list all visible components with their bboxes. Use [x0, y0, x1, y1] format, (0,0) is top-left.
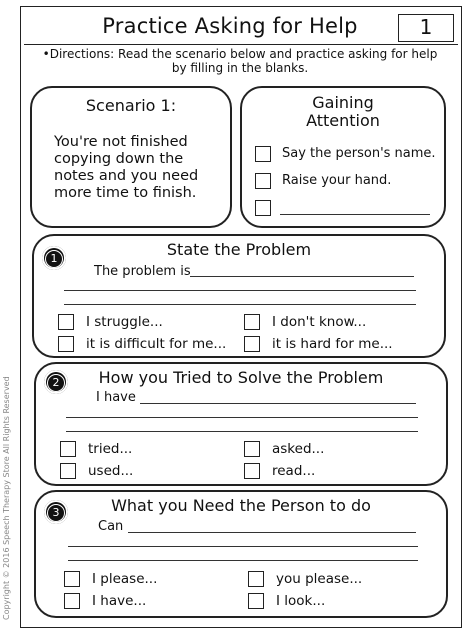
scenario-title: Scenario 1:: [85, 96, 177, 115]
option-label: I please...: [92, 571, 158, 587]
tried-solve-card: [34, 362, 448, 486]
option-label: you please...: [276, 571, 363, 587]
need-prompt: Can: [98, 519, 124, 534]
option-checkbox[interactable]: [60, 463, 76, 479]
tried-prompt: I have: [96, 390, 136, 405]
raise-hand-label: Raise your hand.: [282, 173, 392, 188]
option-checkbox[interactable]: [248, 593, 264, 609]
option-label: I don't know...: [272, 314, 367, 330]
problem-blank-line[interactable]: [190, 276, 414, 277]
custom-attention-blank-line[interactable]: [280, 214, 430, 215]
problem-blank-line[interactable]: [64, 290, 416, 291]
say-name-label: Say the person's name.: [282, 146, 436, 161]
problem-blank-line[interactable]: [64, 304, 416, 305]
option-label: it is difficult for me...: [86, 336, 227, 352]
scenario-line: You're not finished: [54, 134, 188, 150]
need-person-card: [34, 490, 448, 618]
option-label: asked...: [272, 441, 325, 457]
custom-attention-checkbox[interactable]: [255, 200, 271, 216]
option-checkbox[interactable]: [60, 441, 76, 457]
scenario-line: notes and you need: [54, 168, 199, 184]
option-checkbox[interactable]: [64, 593, 80, 609]
scenario-description: [54, 134, 220, 202]
option-checkbox[interactable]: [58, 314, 74, 330]
section-title: How you Tried to Solve the Problem: [98, 368, 384, 387]
raise-hand-checkbox[interactable]: [255, 173, 271, 189]
copyright-notice: Copyright © 2016 Speech Therapy Store All Rights Reserved: [2, 376, 11, 620]
option-label: it is hard for me...: [272, 336, 393, 352]
page-number-box: 1: [398, 14, 454, 42]
gaining-attention-title: [242, 94, 444, 130]
state-problem-card: [32, 234, 446, 358]
scenario-card: [30, 86, 232, 228]
gaining-attention-card: [240, 86, 446, 228]
scenario-line: more time to finish.: [54, 185, 197, 201]
option-checkbox[interactable]: [244, 314, 260, 330]
scenario-line: copying down the: [54, 151, 184, 167]
say-name-checkbox[interactable]: [255, 146, 271, 162]
option-checkbox[interactable]: [244, 463, 260, 479]
problem-prompt: The problem is: [94, 264, 191, 279]
section-number: 2: [47, 374, 65, 392]
option-checkbox[interactable]: [248, 571, 264, 587]
section-number: 1: [45, 250, 63, 268]
page-title: Practice Asking for Help: [102, 14, 358, 38]
section-number: 3: [47, 504, 65, 522]
need-blank-line[interactable]: [128, 532, 416, 533]
option-checkbox[interactable]: [64, 571, 80, 587]
tried-blank-line[interactable]: [66, 431, 418, 432]
need-blank-line[interactable]: [68, 560, 418, 561]
title-divider: [24, 44, 458, 45]
directions-text: •Directions: Read the scenario below and practice asking for help by filling in the blanks.: [42, 47, 438, 75]
option-label: read...: [272, 463, 316, 479]
section-title: What you Need the Person to do: [111, 496, 371, 515]
option-label: I look...: [276, 593, 326, 609]
section-title: State the Problem: [166, 240, 312, 259]
option-checkbox[interactable]: [58, 336, 74, 352]
option-checkbox[interactable]: [244, 336, 260, 352]
option-label: I struggle...: [86, 314, 163, 330]
need-blank-line[interactable]: [68, 546, 418, 547]
tried-blank-line[interactable]: [66, 417, 418, 418]
gaining-attention-title-line: Attention: [306, 111, 380, 130]
option-checkbox[interactable]: [244, 441, 260, 457]
option-label: I have...: [92, 593, 147, 609]
tried-blank-line[interactable]: [140, 403, 416, 404]
option-label: tried...: [88, 441, 133, 457]
gaining-attention-title-line: Gaining: [312, 93, 374, 112]
option-label: used...: [88, 463, 134, 479]
